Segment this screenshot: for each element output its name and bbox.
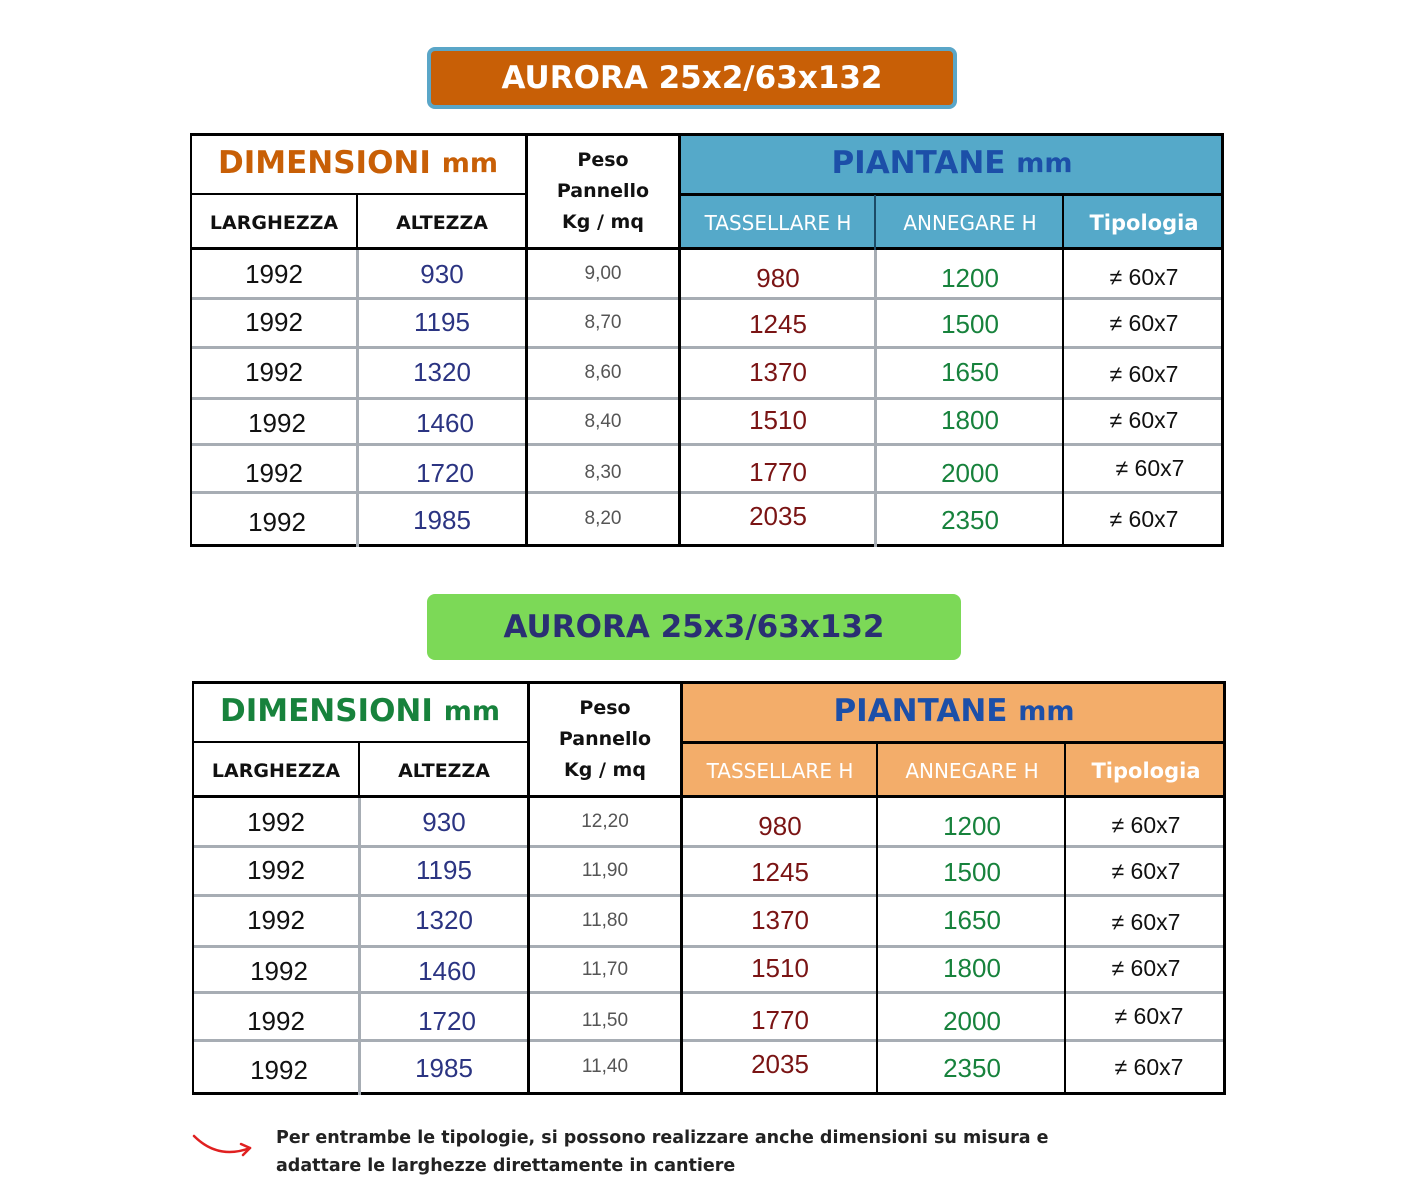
cell-tipologia: ≠ 60x7 <box>1111 811 1181 838</box>
table-row <box>190 250 1224 298</box>
cell-peso: 12,20 <box>581 811 629 832</box>
cell-larghezza: 1992 <box>245 258 303 289</box>
cell-altezza: 1720 <box>416 457 474 488</box>
cell-larghezza: 1992 <box>250 956 308 986</box>
larghezza-header: LARGHEZZA <box>211 759 341 782</box>
grid-line <box>190 443 1224 446</box>
cell-peso: 8,40 <box>584 410 622 432</box>
grid-line <box>192 681 1226 684</box>
cell-annegare: 2000 <box>941 457 999 488</box>
altezza-header: ALTEZZA <box>398 759 490 782</box>
cell-larghezza: 1992 <box>245 357 303 387</box>
cell-tassellare: 1770 <box>751 1004 809 1035</box>
grid-line <box>1062 195 1064 547</box>
grid-line <box>190 297 1224 300</box>
tipologia-header: Tipologia <box>1089 210 1199 235</box>
table-row <box>192 798 1226 846</box>
footnote-line1: Per entrambe le tipologie, si possono realizzare anche dimensioni su misura e <box>276 1128 1049 1148</box>
grid-line <box>680 193 1224 196</box>
dimensioni-header <box>192 681 528 741</box>
table-row <box>192 946 1226 993</box>
table-row <box>192 993 1226 1041</box>
cell-altezza: 1985 <box>413 504 471 535</box>
cell-larghezza: 1992 <box>248 408 306 438</box>
grid-line <box>192 845 1226 848</box>
table2-title-banner <box>427 594 961 660</box>
cell-larghezza: 1992 <box>247 1005 305 1036</box>
cell-tipologia: ≠ 60x7 <box>1109 505 1179 532</box>
grid-line <box>190 397 1224 400</box>
cell-larghezza: 1992 <box>245 307 303 337</box>
cell-tassellare: 980 <box>758 810 802 841</box>
dimensioni-unit: mm <box>441 147 498 179</box>
cell-altezza: 1320 <box>413 357 471 387</box>
curved-arrow-icon <box>192 1130 254 1165</box>
grid-line <box>190 491 1224 494</box>
grid-line <box>192 681 194 1095</box>
cell-tassellare: 1510 <box>749 405 807 435</box>
cell-annegare: 2350 <box>943 1052 1001 1083</box>
tassellare-header: TASSELLARE H <box>704 210 852 235</box>
table1-title-banner <box>427 47 957 109</box>
cell-annegare: 1500 <box>941 309 999 339</box>
grid-line <box>190 133 192 547</box>
grid-line <box>1221 133 1224 547</box>
cell-tassellare: 1370 <box>749 357 807 387</box>
grid-line <box>874 250 877 547</box>
cell-peso: 11,80 <box>581 909 629 931</box>
grid-line <box>192 991 1226 994</box>
footnote <box>276 1124 1156 1180</box>
grid-line <box>190 346 1224 349</box>
grid-line <box>190 193 526 195</box>
grid-line <box>680 681 683 1095</box>
piantane-unit: mm <box>1018 695 1075 727</box>
cell-altezza: 930 <box>422 806 466 837</box>
cell-larghezza: 1992 <box>248 506 306 537</box>
cell-altezza: 1985 <box>415 1052 473 1083</box>
cell-tipologia: ≠ 60x7 <box>1109 407 1179 433</box>
table-row <box>190 445 1224 493</box>
grid-line <box>192 1039 1226 1042</box>
cell-tassellare: 1245 <box>749 309 807 339</box>
cell-tipologia: ≠ 60x7 <box>1109 263 1179 290</box>
grid-line <box>525 133 528 547</box>
cell-peso: 11,90 <box>581 859 629 881</box>
grid-line <box>874 195 876 250</box>
table-row <box>192 1041 1226 1093</box>
table2 <box>192 681 1226 1095</box>
grid-line <box>682 741 1226 744</box>
grid-line <box>1064 743 1066 1095</box>
cell-annegare: 1800 <box>943 953 1001 983</box>
cell-peso: 11,40 <box>581 1056 629 1077</box>
grid-line <box>356 250 359 547</box>
grid-line <box>192 894 1226 897</box>
cell-tipologia: ≠ 60x7 <box>1114 1002 1184 1029</box>
cell-peso: 9,00 <box>584 263 622 284</box>
cell-tassellare: 1370 <box>751 905 809 935</box>
cell-tipologia: ≠ 60x7 <box>1114 1053 1184 1080</box>
piantane-unit: mm <box>1016 147 1073 179</box>
table1 <box>190 133 1224 547</box>
cell-tassellare: 1510 <box>751 953 809 983</box>
table-row <box>190 298 1224 347</box>
grid-line <box>678 133 681 547</box>
cell-tassellare: 2035 <box>751 1048 809 1079</box>
table-row <box>192 846 1226 895</box>
cell-altezza: 1460 <box>418 956 476 986</box>
cell-tassellare: 1770 <box>749 456 807 487</box>
cell-larghezza: 1992 <box>247 905 305 935</box>
footnote-line2: adattare le larghezze direttamente in cantiere <box>276 1156 736 1176</box>
cell-peso: 8,20 <box>584 508 622 529</box>
cell-tipologia: ≠ 60x7 <box>1111 909 1181 935</box>
grid-line <box>876 743 878 1095</box>
piantane-header <box>680 133 1224 193</box>
cell-annegare: 1500 <box>943 857 1001 887</box>
cell-peso: 8,60 <box>584 361 622 383</box>
grid-line <box>527 681 530 1095</box>
table-row <box>192 895 1226 946</box>
cell-annegare: 1200 <box>941 262 999 293</box>
annegare-header: ANNEGARE H <box>905 758 1039 783</box>
dimensioni-unit: mm <box>443 695 500 727</box>
grid-line <box>192 741 528 743</box>
piantane-header <box>682 681 1226 741</box>
cell-peso: 11,50 <box>581 1010 629 1031</box>
peso-line2: Pannello <box>558 727 652 750</box>
table2-title: AURORA 25x3/63x132 <box>503 609 885 645</box>
grid-line <box>190 247 1224 250</box>
peso-line3: Kg / mq <box>562 210 644 233</box>
cell-annegare: 1650 <box>941 357 999 387</box>
cell-larghezza: 1992 <box>250 1054 308 1085</box>
cell-altezza: 1320 <box>415 905 473 935</box>
grid-line <box>190 544 1224 547</box>
table1-title: AURORA 25x2/63x132 <box>501 60 883 96</box>
peso-line2: Pannello <box>556 179 650 202</box>
piantane-label: PIANTANE <box>831 145 1006 181</box>
cell-tipologia: ≠ 60x7 <box>1111 955 1181 981</box>
cell-annegare: 2000 <box>943 1005 1001 1036</box>
cell-peso: 8,30 <box>584 462 622 483</box>
grid-line <box>190 133 1224 136</box>
table-row <box>190 493 1224 545</box>
cell-annegare: 2350 <box>941 504 999 535</box>
peso-line1: Peso <box>579 696 631 719</box>
grid-line <box>358 743 360 798</box>
dimensioni-label: DIMENSIONI <box>217 145 431 181</box>
piantane-label: PIANTANE <box>833 693 1008 729</box>
peso-header <box>528 689 682 789</box>
cell-larghezza: 1992 <box>245 457 303 488</box>
cell-peso: 11,70 <box>581 958 629 980</box>
table-row <box>190 347 1224 398</box>
grid-line <box>358 798 361 1095</box>
cell-altezza: 1460 <box>416 408 474 438</box>
dimensioni-label: DIMENSIONI <box>219 693 433 729</box>
cell-tipologia: ≠ 60x7 <box>1115 454 1185 481</box>
cell-tipologia: ≠ 60x7 <box>1111 858 1181 884</box>
cell-annegare: 1200 <box>943 810 1001 841</box>
tipologia-header: Tipologia <box>1091 758 1201 783</box>
peso-line1: Peso <box>577 148 629 171</box>
grid-line <box>192 795 1226 798</box>
cell-annegare: 1800 <box>941 405 999 435</box>
cell-peso: 8,70 <box>584 311 622 333</box>
peso-line3: Kg / mq <box>564 758 646 781</box>
annegare-header: ANNEGARE H <box>903 210 1037 235</box>
table-row <box>190 398 1224 445</box>
tassellare-header: TASSELLARE H <box>706 758 854 783</box>
grid-line <box>356 195 358 250</box>
peso-header <box>526 141 680 241</box>
cell-tassellare: 980 <box>756 262 800 293</box>
grid-line <box>1223 681 1226 1095</box>
cell-tassellare: 1245 <box>751 857 809 887</box>
cell-larghezza: 1992 <box>247 855 305 885</box>
grid-line <box>192 945 1226 948</box>
cell-altezza: 930 <box>420 258 464 289</box>
cell-tassellare: 2035 <box>749 500 807 531</box>
altezza-header: ALTEZZA <box>396 211 488 234</box>
cell-tipologia: ≠ 60x7 <box>1109 361 1179 387</box>
cell-larghezza: 1992 <box>247 806 305 837</box>
cell-tipologia: ≠ 60x7 <box>1109 310 1179 336</box>
grid-line <box>192 1092 1226 1095</box>
cell-annegare: 1650 <box>943 905 1001 935</box>
cell-altezza: 1720 <box>418 1005 476 1036</box>
cell-altezza: 1195 <box>416 855 472 885</box>
larghezza-header: LARGHEZZA <box>209 211 339 234</box>
cell-altezza: 1195 <box>414 307 470 337</box>
dimensioni-header <box>190 133 526 193</box>
